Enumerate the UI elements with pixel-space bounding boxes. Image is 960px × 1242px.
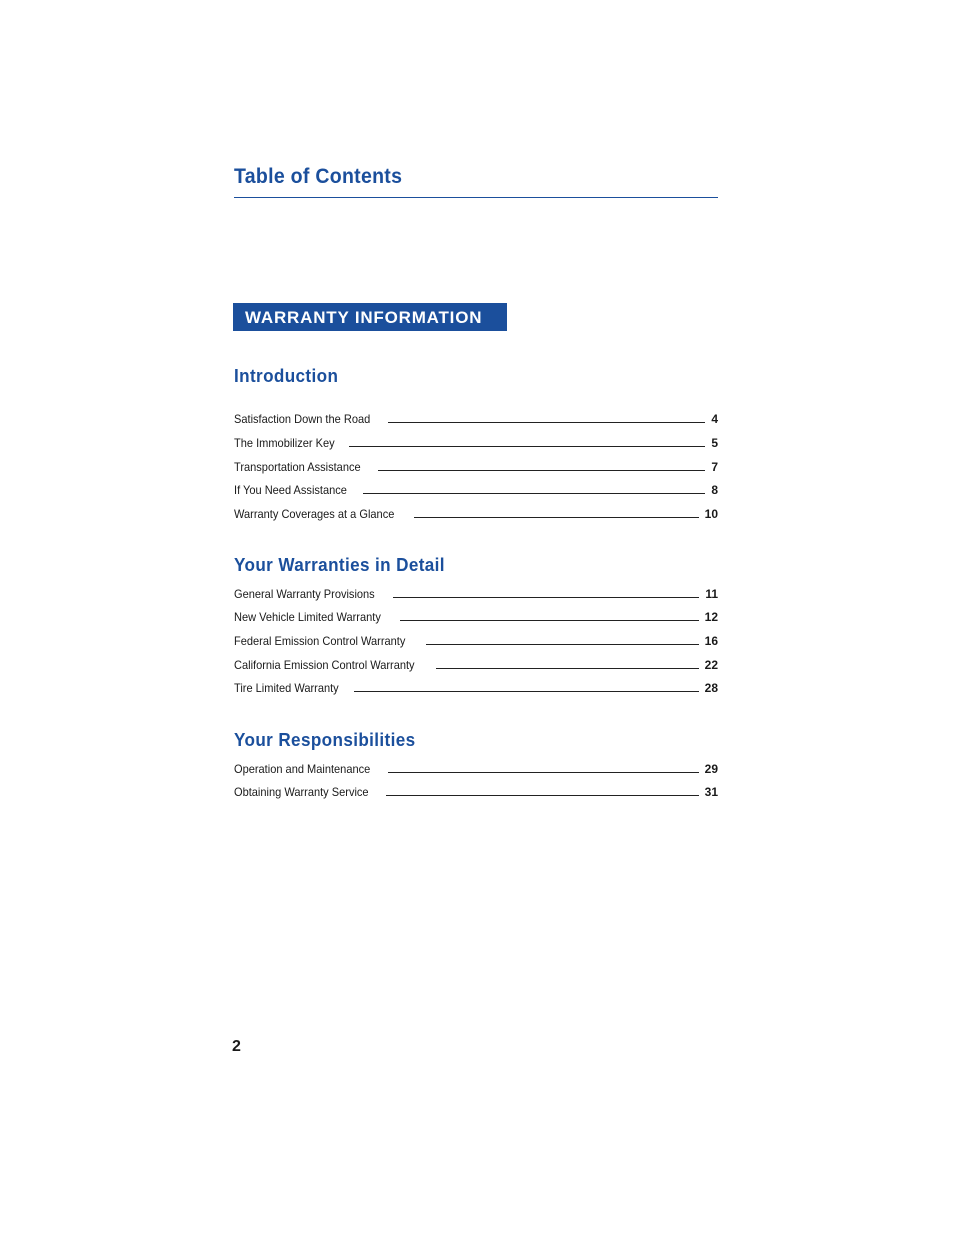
toc-entry-page: 8 <box>711 483 718 497</box>
section-banner: WARRANTY INFORMATION <box>233 303 507 331</box>
toc-entry[interactable] <box>234 458 718 474</box>
leader-line <box>386 795 698 796</box>
toc-entry-page: 10 <box>704 507 718 521</box>
toc-entry[interactable] <box>234 783 718 799</box>
toc-entry[interactable] <box>234 632 718 648</box>
toc-entry-page: 7 <box>711 460 718 474</box>
leader-line <box>378 470 706 471</box>
leader-line <box>363 493 706 494</box>
toc-entry[interactable] <box>234 585 718 601</box>
section-heading-warranties-in-detail: Your Warranties in Detail <box>234 555 445 575</box>
toc-entry[interactable] <box>234 410 718 426</box>
toc-entry[interactable] <box>234 481 718 497</box>
leader-line <box>354 691 699 692</box>
toc-entry-label: California Emission Control Warranty <box>234 658 415 672</box>
leader-line <box>436 668 698 669</box>
toc-entry-label: If You Need Assistance <box>234 483 347 497</box>
leader-line <box>388 772 699 773</box>
toc-entry-page: 5 <box>711 436 718 450</box>
toc-entry[interactable] <box>234 505 718 521</box>
leader-line <box>349 446 705 447</box>
toc-entry-page: 4 <box>711 412 718 426</box>
toc-entry-label: Obtaining Warranty Service <box>234 785 369 799</box>
toc-entry-label: Federal Emission Control Warranty <box>234 634 406 648</box>
leader-line <box>388 422 705 423</box>
toc-entry[interactable] <box>234 760 718 776</box>
toc-entry-page: 28 <box>704 681 718 695</box>
toc-entry-label: General Warranty Provisions <box>234 587 375 601</box>
toc-entry-label: Operation and Maintenance <box>234 762 371 776</box>
page-title: Table of Contents <box>234 165 403 188</box>
toc-entry-page: 31 <box>704 785 718 799</box>
section-heading-introduction: Introduction <box>234 366 339 386</box>
toc-entry-page: 12 <box>704 610 718 624</box>
toc-entry-label: Satisfaction Down the Road <box>234 412 371 426</box>
toc-entry-label: Tire Limited Warranty <box>234 681 339 695</box>
leader-line <box>414 517 698 518</box>
toc-entry[interactable] <box>234 434 718 450</box>
toc-entry-page: 29 <box>704 762 718 776</box>
toc-entry-label: New Vehicle Limited Warranty <box>234 610 381 624</box>
toc-entry-label: The Immobilizer Key <box>234 436 335 450</box>
toc-entry-label: Transportation Assistance <box>234 460 361 474</box>
leader-line <box>400 620 699 621</box>
toc-entry-page: 22 <box>704 658 718 672</box>
title-divider <box>234 197 718 198</box>
leader-line <box>393 597 699 598</box>
toc-entry-label: Warranty Coverages at a Glance <box>234 507 395 521</box>
leader-line <box>426 644 698 645</box>
toc-entry-page: 11 <box>705 587 718 601</box>
toc-entry[interactable] <box>234 656 718 672</box>
page-number: 2 <box>232 1038 241 1055</box>
toc-entry-page: 16 <box>704 634 718 648</box>
section-heading-responsibilities: Your Responsibilities <box>234 730 416 750</box>
toc-entry[interactable] <box>234 608 718 624</box>
toc-entry[interactable] <box>234 679 718 695</box>
